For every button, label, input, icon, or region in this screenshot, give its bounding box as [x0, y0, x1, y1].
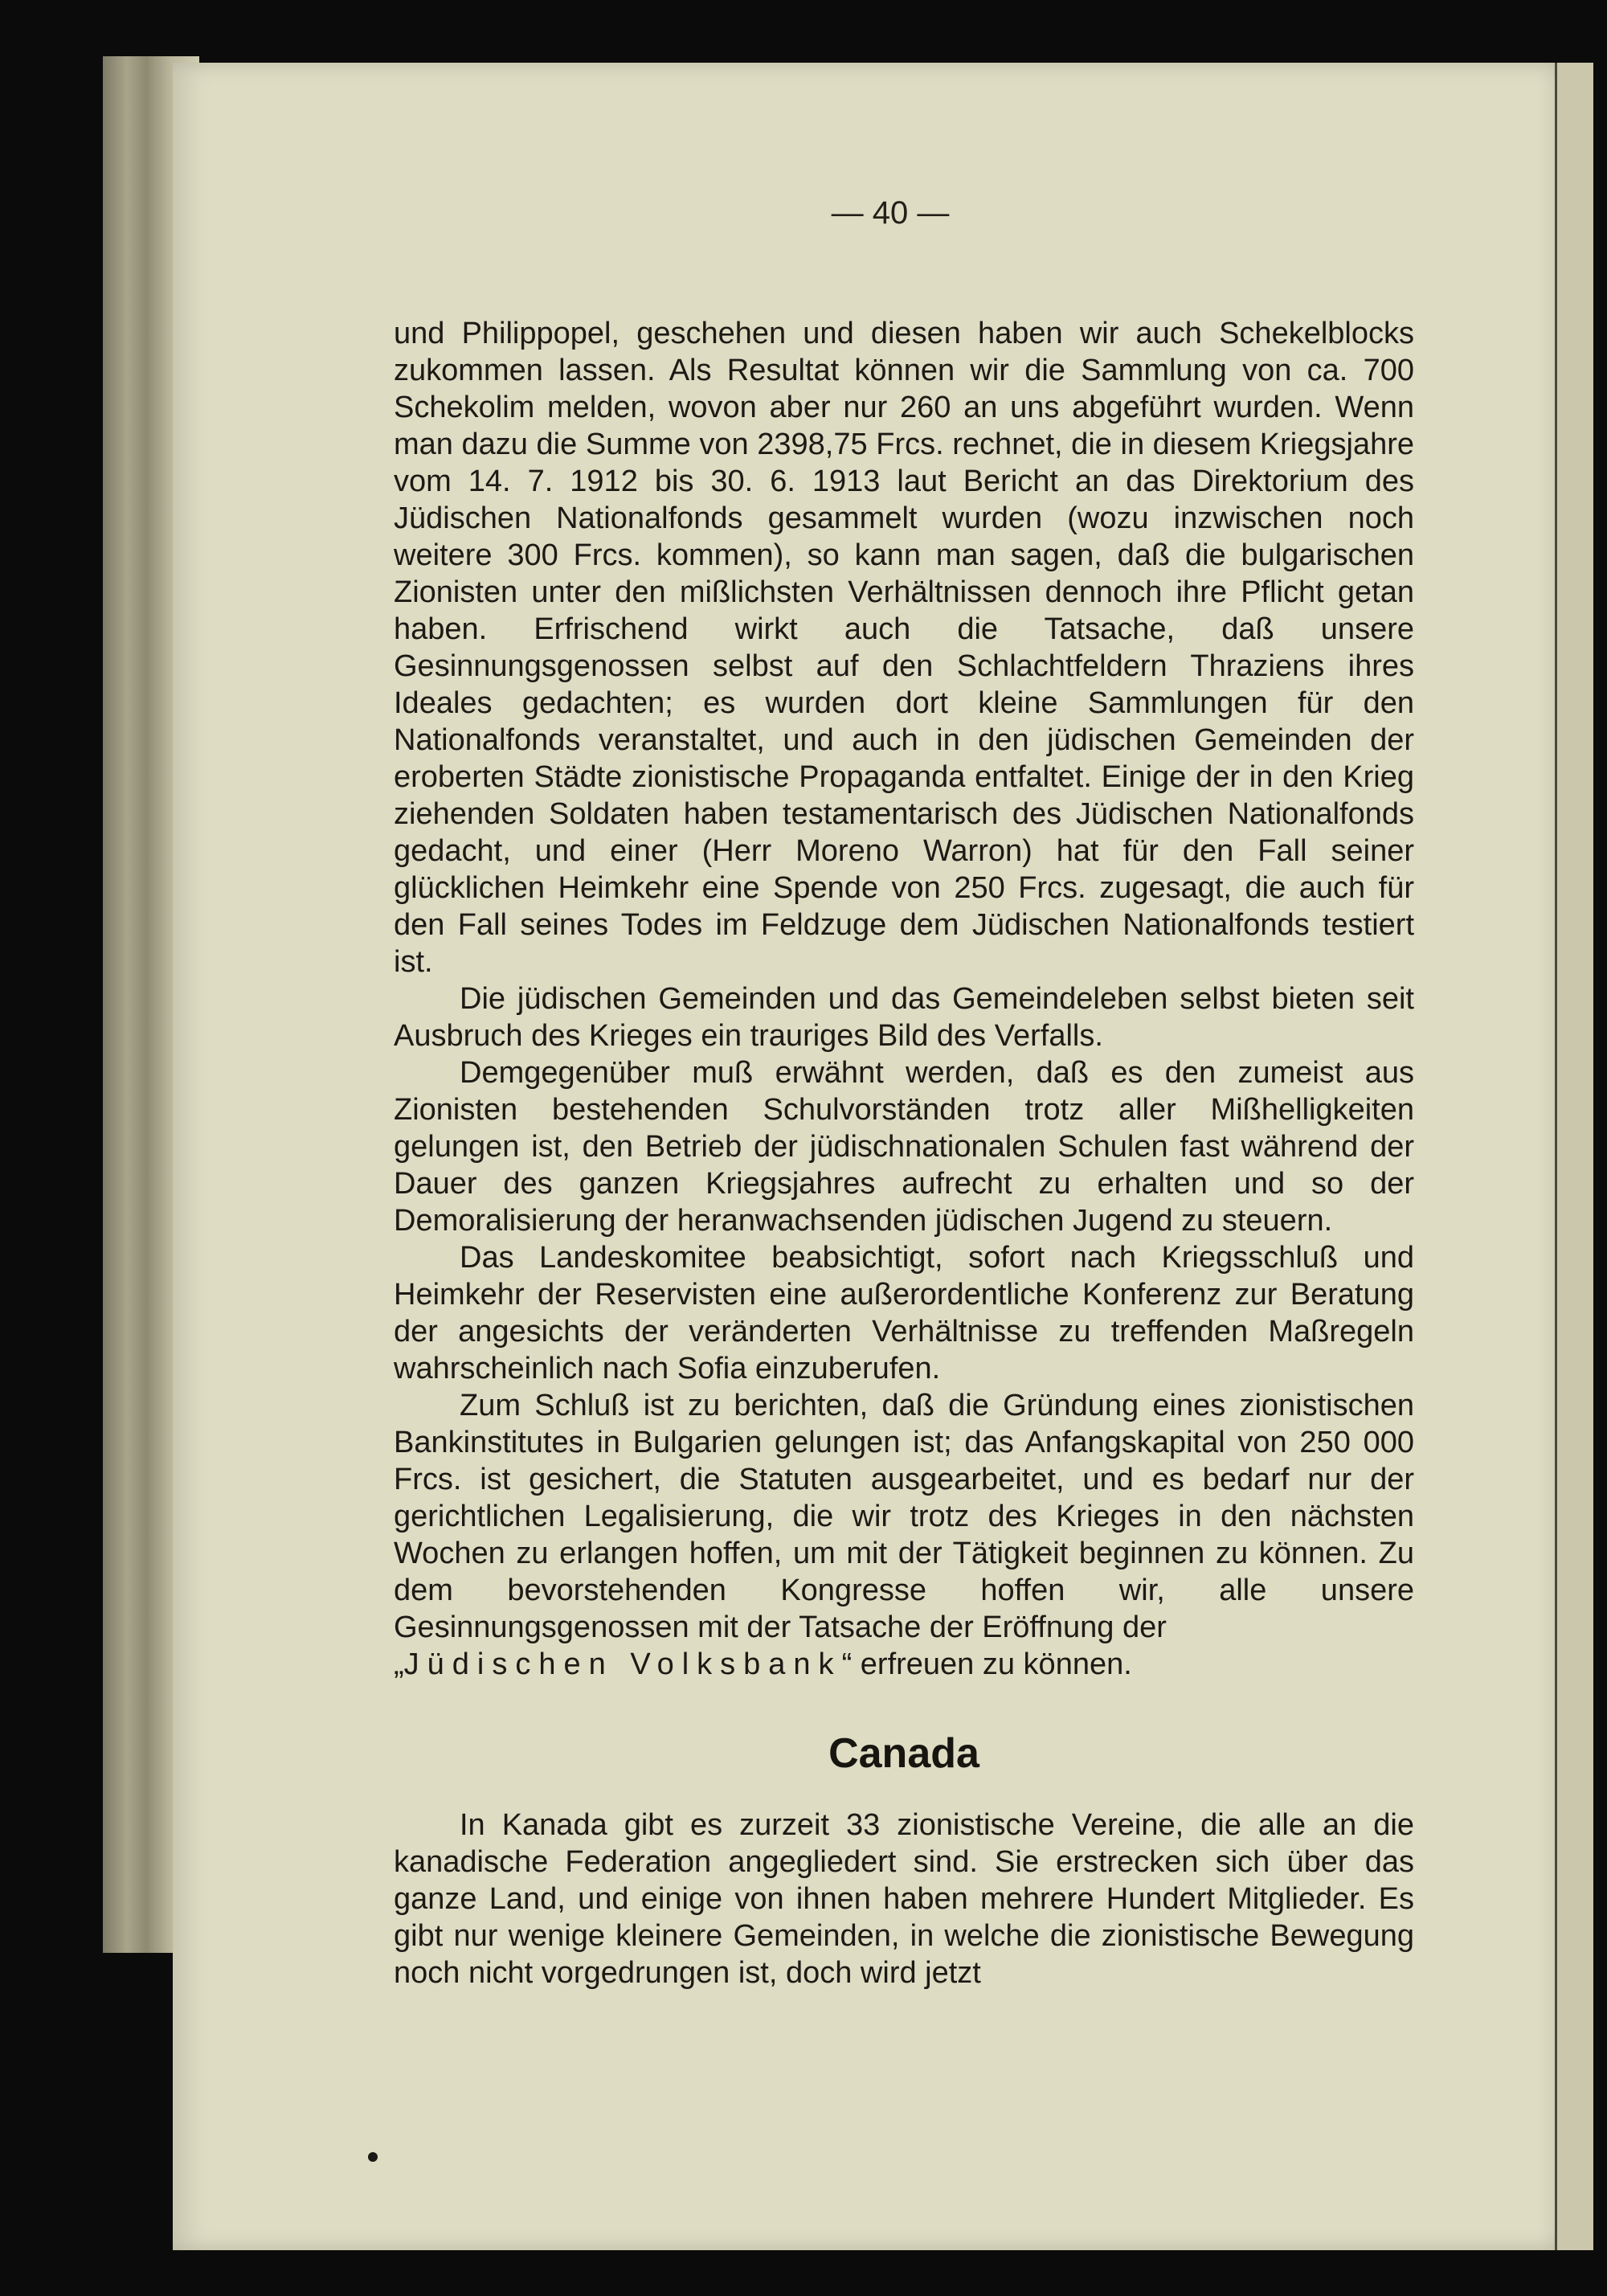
section-heading-canada: Canada: [828, 1730, 979, 1777]
opening-quote: „: [394, 1647, 404, 1681]
closing-rest: erfreuen zu können.: [852, 1647, 1132, 1681]
page-number: — 40 —: [831, 195, 950, 231]
paragraph-5: Zum Schluß ist zu berichten, daß die Gründung eines zionistischen Bankinstitutes in Bulgarien gelungen ist; das Anfangskapital von 250 000 Frcs. ist gesichert, die Statuten ausgearbeitet, und es bedarf nur der gerichtlichen Legalisierung, die wir trotz des Krieges in den nächsten Wochen zu erlangen hoffen, um mit der Tätigkeit beginnen zu können. Zu dem bevorstehenden Kongresse hoffen wir, alle unsere Gesinnungsgenossen mit der Tatsache der Eröffnung der: [394, 1389, 1414, 1644]
paragraph-4: Das Landeskomitee beabsichtigt, sofort nach Kriegsschluß und Heimkehr der Reservisten eine außerordentliche Konferenz zur Beratung der angesichts der veränderten Verhältnisse zu treffenden Maßregeln wahrscheinlich nach Sofia einzuberufen.: [394, 1241, 1414, 1385]
paragraph-5-closing: [394, 1646, 1414, 1683]
facing-page-edge: [1555, 63, 1593, 2250]
ink-spot: [368, 2152, 378, 2162]
paragraph-1: und Philippopel, geschehen und diesen haben wir auch Schekelblocks zukommen lassen. Als Resultat können wir die Sammlung von ca. 700 Schekolim melden, wovon aber nur 260 an uns abgeführt wurden. Wenn man dazu die Summe von 2398,75 Frcs. rechnet, die in diesem Kriegsjahre vom 14. 7. 1912 bis 30. 6. 1913 laut Bericht an das Direktorium des Jüdischen Nationalfonds gesammelt wurden (wozu inzwischen noch weitere 300 Frcs. kommen), so kann man sagen, daß die bulgarischen Zionisten unter den mißlichsten Verhältnissen dennoch ihre Pflicht getan haben. Erfrischend wirkt auch die Tatsache, daß unsere Gesinnungsgenossen selbst auf den Schlachtfeldern Thraziens ihres Ideales gedachten; es wurden dort kleine Sammlungen für den Nationalfonds veranstaltet, und auch in den jüdischen Gemeinden der eroberten Städte zionistische Propaganda entfaltet. Einige der in den Krieg ziehenden Soldaten haben testamentarisch des Jüdischen Nationalfonds gedacht, und einer (Herr Moreno Warron) hat für den Fall seiner glücklichen Heimkehr eine Spende von 250 Frcs. zugesagt, die auch für den Fall seines Todes im Feldzuge dem Jüdischen Nationalfonds testiert ist.: [394, 317, 1414, 979]
canada-paragraph: In Kanada gibt es zurzeit 33 zionistische Vereine, die alle an die kanadische Federation angegliedert sind. Sie erstrecken sich über das ganze Land, und einige von ihnen haben mehrere Hundert Mitglieder. Es gibt nur wenige kleinere Gemeinden, in welche die zionistische Bewegung noch nicht vorgedrungen ist, doch wird jetzt: [394, 1808, 1414, 1990]
paragraph-2: Die jüdischen Gemeinden und das Gemeindeleben selbst bieten seit Ausbruch des Krieges ein trauriges Bild des Verfalls.: [394, 982, 1414, 1053]
page-body: [394, 315, 1414, 1991]
closing-quote: “: [841, 1647, 853, 1681]
paragraph-3: Demgegenüber muß erwähnt werden, daß es den zumeist aus Zionisten bestehenden Schulvorständen trotz aller Mißhelligkeiten gelungen ist, den Betrieb der jüdischnationalen Schulen fast während der Dauer des ganzen Kriegsjahres aufrecht zu erhalten und so der Demoralisierung der heranwachsenden jüdischen Jugend zu steuern.: [394, 1056, 1414, 1238]
volksbank-name: Jüdischen Volksbank: [403, 1647, 842, 1681]
